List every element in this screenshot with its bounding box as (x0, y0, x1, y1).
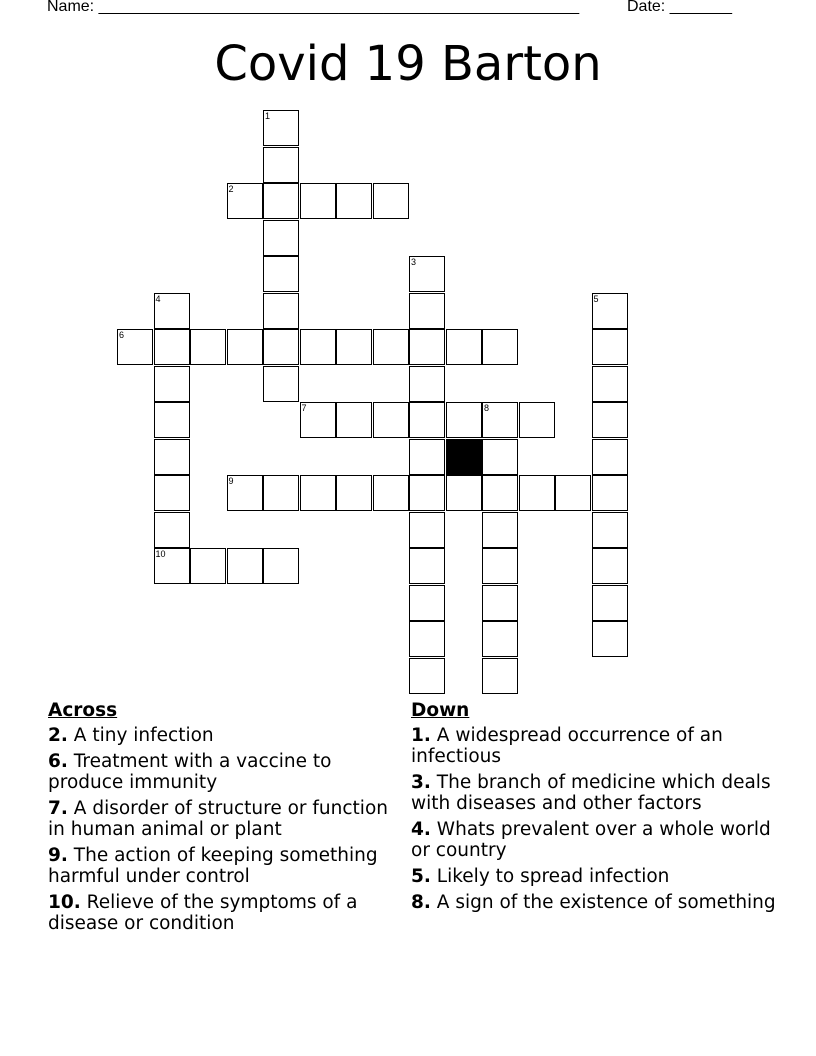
grid-cell[interactable] (373, 475, 409, 511)
grid-cell[interactable] (227, 475, 263, 511)
clue-number: 8 (484, 403, 490, 413)
down-clue: 1. A widespread occurrence of an infectious (411, 725, 723, 767)
grid-cell[interactable] (446, 402, 482, 438)
grid-cell[interactable] (409, 512, 445, 548)
grid-cell[interactable] (409, 329, 445, 365)
clue-number: 9 (228, 476, 234, 486)
grid-cell[interactable] (592, 621, 628, 657)
grid-cell[interactable] (409, 475, 445, 511)
grid-cell[interactable] (409, 256, 445, 292)
grid-cell[interactable] (300, 475, 336, 511)
grid-cell[interactable] (482, 658, 518, 694)
grid-cell[interactable] (117, 329, 153, 365)
grid-cell[interactable] (409, 439, 445, 475)
grid-cell[interactable] (336, 329, 372, 365)
grid-cell[interactable] (482, 439, 518, 475)
clue-number: 3 (411, 257, 417, 267)
down-clues (411, 700, 781, 918)
black-cell (446, 439, 482, 475)
grid-cell[interactable] (409, 366, 445, 402)
clue-number: 1 (265, 111, 271, 121)
clue-number: 2 (228, 184, 234, 194)
page-title: Covid 19 Barton (214, 36, 602, 92)
grid-cell[interactable] (482, 329, 518, 365)
grid-cell[interactable] (592, 402, 628, 438)
grid-cell[interactable] (336, 475, 372, 511)
grid-cell[interactable] (373, 183, 409, 219)
clue-number: 5 (593, 293, 599, 304)
grid-cell[interactable] (263, 366, 299, 402)
header (47, 0, 732, 16)
grid-cell[interactable] (592, 366, 628, 402)
grid-cell[interactable] (482, 621, 518, 657)
across-heading: Across (48, 700, 118, 721)
down-clue: 8. A sign of the existence of something (411, 892, 776, 913)
across-clue: 7. A disorder of structure or function in human animal or plant (48, 798, 388, 840)
name-field[interactable]: Name: ______________________________________________________ (47, 0, 580, 15)
grid-cell[interactable] (154, 366, 190, 402)
clue-number: 4 (155, 293, 161, 304)
grid-cell[interactable] (154, 329, 190, 365)
across-clue: 10. Relieve of the symptoms of a disease or condition (48, 892, 358, 934)
grid-cell[interactable] (409, 585, 445, 621)
grid-cell[interactable] (263, 475, 299, 511)
grid-cell[interactable] (592, 512, 628, 548)
across-clue: 9. The action of keeping something harmful under control (48, 845, 378, 887)
grid-cell[interactable] (446, 329, 482, 365)
grid-cell[interactable] (446, 475, 482, 511)
grid-cell[interactable] (592, 439, 628, 475)
grid-cell[interactable] (519, 475, 555, 511)
grid-cell[interactable] (482, 585, 518, 621)
grid-cell[interactable] (263, 183, 299, 219)
grid-cell[interactable] (227, 183, 263, 219)
grid-cell[interactable] (263, 110, 299, 146)
across-clue: 6. Treatment with a vaccine to produce immunity (48, 751, 332, 793)
down-heading: Down (411, 700, 470, 721)
grid-cell[interactable] (154, 548, 190, 584)
grid-cell[interactable] (154, 439, 190, 475)
grid-cell[interactable] (227, 548, 263, 584)
grid-cell[interactable] (482, 402, 518, 438)
grid-cell[interactable] (592, 329, 628, 365)
grid-cell[interactable] (190, 329, 226, 365)
grid-cell[interactable] (482, 512, 518, 548)
grid-cell[interactable] (482, 548, 518, 584)
down-clue: 5. Likely to spread infection (411, 866, 670, 887)
grid-cell[interactable] (263, 293, 299, 329)
down-clue: 3. The branch of medicine which deals with diseases and other factors (411, 772, 771, 814)
grid-cell[interactable] (263, 256, 299, 292)
grid-cell[interactable] (592, 585, 628, 621)
grid-cell[interactable] (154, 475, 190, 511)
grid-cell[interactable] (154, 293, 190, 329)
grid-cell[interactable] (263, 329, 299, 365)
grid-cell[interactable] (263, 147, 299, 183)
grid-cell[interactable] (409, 293, 445, 329)
down-clue: 4. Whats prevalent over a whole world or country (411, 819, 771, 861)
grid-cell[interactable] (300, 329, 336, 365)
grid-cell[interactable] (300, 183, 336, 219)
grid-cell[interactable] (154, 402, 190, 438)
grid-cell[interactable] (555, 475, 591, 511)
grid-cell[interactable] (592, 293, 628, 329)
clue-number: 7 (301, 403, 307, 413)
grid-cell[interactable] (300, 402, 336, 438)
grid-cell[interactable] (592, 475, 628, 511)
grid-cell[interactable] (154, 512, 190, 548)
grid-cell[interactable] (190, 548, 226, 584)
grid-cell[interactable] (263, 220, 299, 256)
grid-cell[interactable] (409, 621, 445, 657)
grid-cell[interactable] (409, 402, 445, 438)
grid-cell[interactable] (592, 548, 628, 584)
grid-cell[interactable] (482, 475, 518, 511)
grid-cell[interactable] (263, 548, 299, 584)
grid-cell[interactable] (409, 548, 445, 584)
date-field[interactable]: Date: _______ (627, 0, 732, 15)
grid-cell[interactable] (519, 402, 555, 438)
grid-cell[interactable] (373, 402, 409, 438)
across-clues (48, 700, 393, 939)
clue-number: 10 (155, 549, 166, 559)
grid-cell[interactable] (336, 183, 372, 219)
clue-number: 6 (119, 330, 125, 340)
grid-cell[interactable] (373, 329, 409, 365)
across-clue: 2. A tiny infection (48, 725, 214, 746)
grid-cell[interactable] (227, 329, 263, 365)
grid-cell[interactable] (409, 658, 445, 694)
grid-cell[interactable] (336, 402, 372, 438)
